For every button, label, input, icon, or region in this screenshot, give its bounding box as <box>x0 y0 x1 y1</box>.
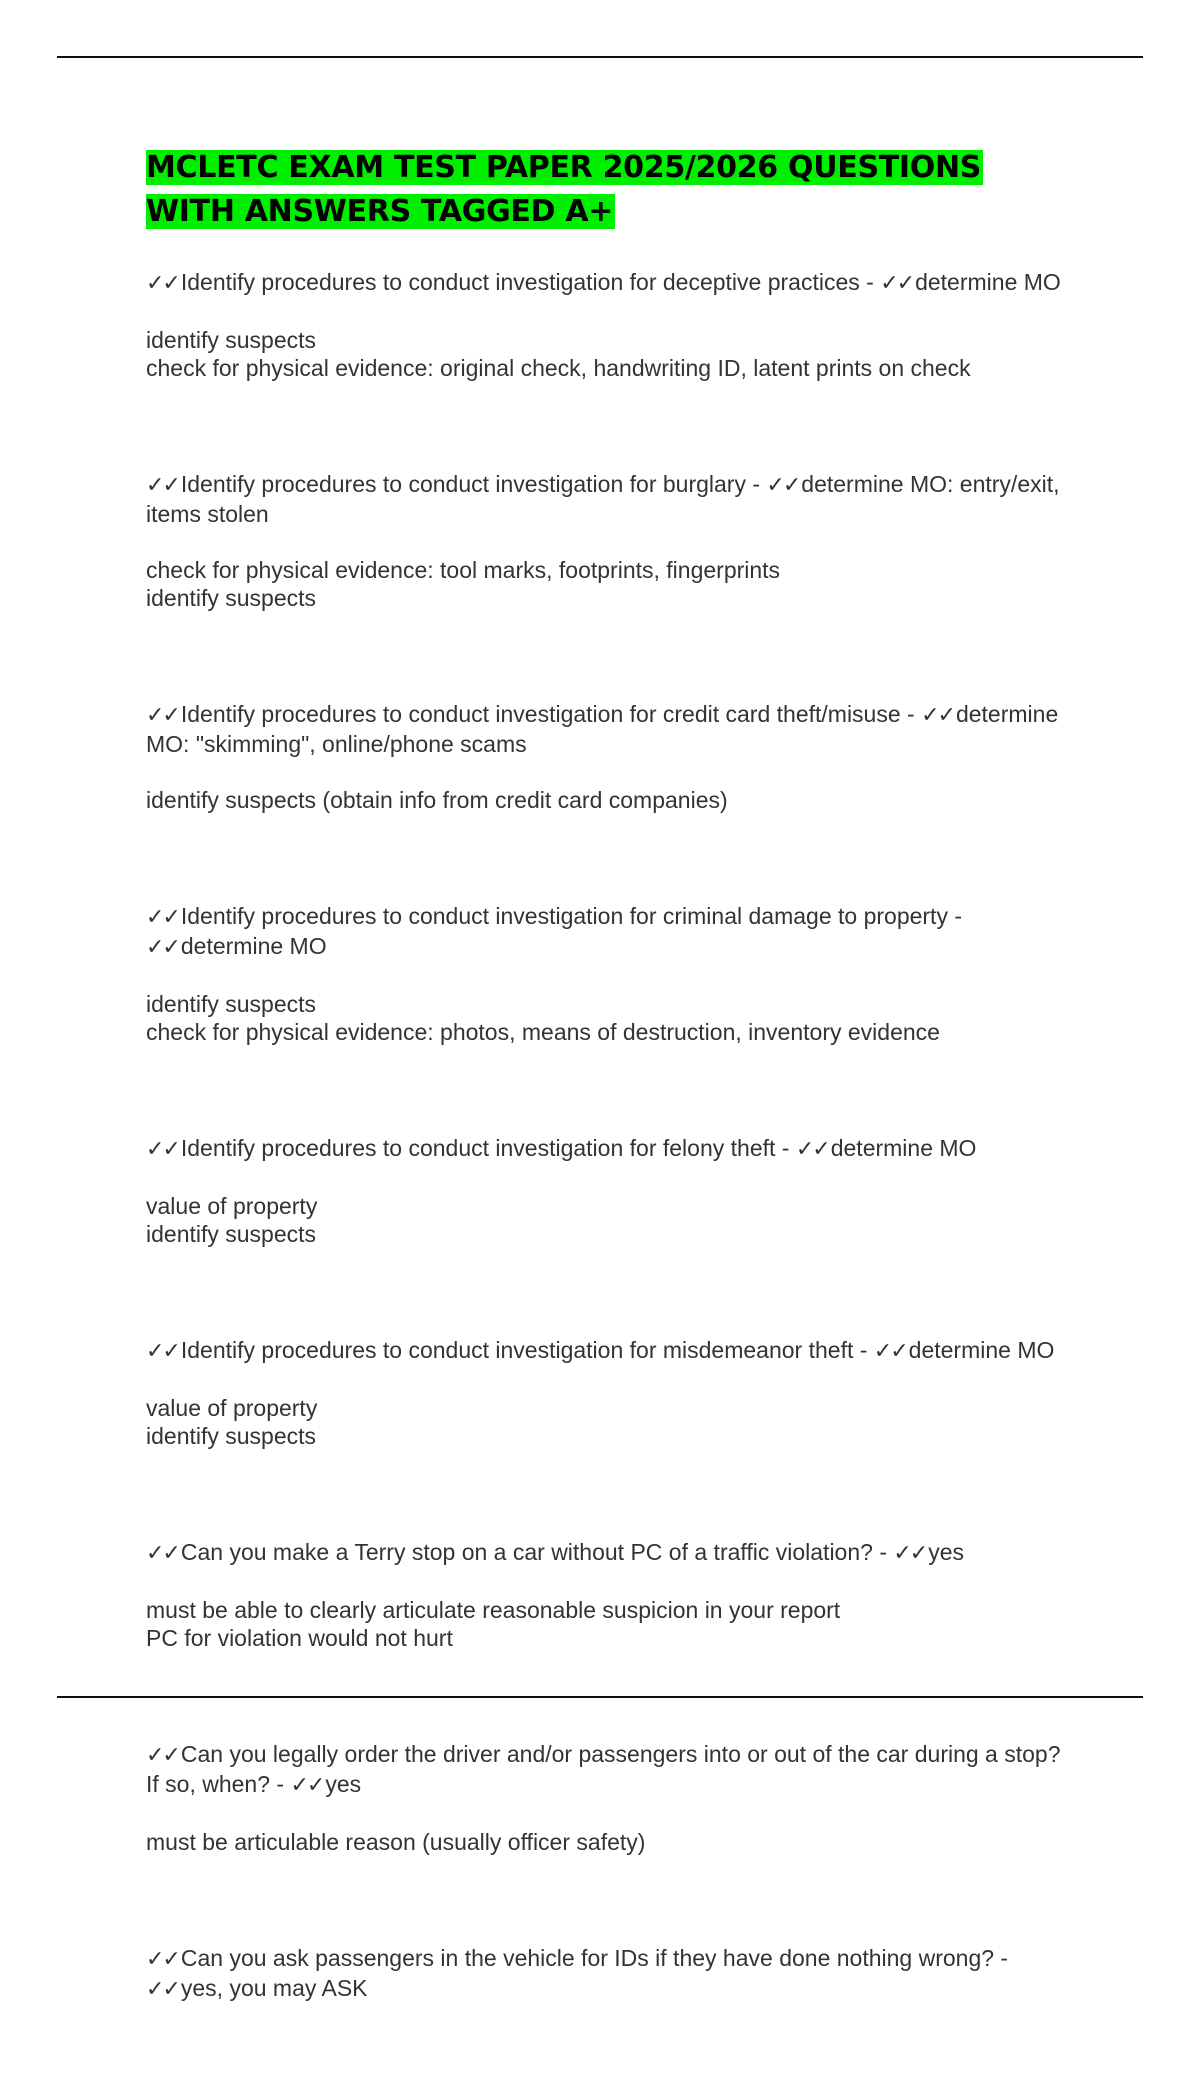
checkmark-icon: ✓✓ <box>766 473 800 498</box>
answer-details: check for physical evidence: tool marks, footprints, fingerprints identify suspects <box>146 557 781 611</box>
qa-item <box>146 1106 1076 1276</box>
answer-text: determine MO <box>180 933 327 959</box>
qa-item <box>146 1916 1076 2060</box>
question-text: Identify procedures to conduct investigation for criminal damage to property - <box>180 903 962 929</box>
answer-text: determine MO <box>915 269 1061 295</box>
answer-details: identify suspects check for physical evidence: original check, handwriting ID, latent prints on check <box>146 327 971 381</box>
checkmark-icon: ✓✓ <box>146 1947 179 1972</box>
qa-item <box>146 240 1076 410</box>
qa-item <box>146 1712 1076 1884</box>
checkmark-icon: ✓✓ <box>146 1541 179 1566</box>
answer-details: identify suspects check for physical evidence: photos, means of destruction, inventory evidence <box>146 991 940 1045</box>
qa-item <box>146 1308 1076 1478</box>
checkmark-icon: ✓✓ <box>146 1977 179 2002</box>
checkmark-icon: ✓✓ <box>146 935 179 960</box>
question-text: Identify procedures to conduct investigation for burglary - <box>180 471 767 497</box>
qa-question-line <box>146 1944 1076 2004</box>
qa-question-line <box>146 902 1076 962</box>
checkmark-icon: ✓✓ <box>873 1339 907 1364</box>
question-text: Identify procedures to conduct investigation for credit card theft/misuse - <box>180 701 922 727</box>
qa-question-line <box>146 1336 1076 1366</box>
qa-item <box>146 1510 1076 1680</box>
checkmark-icon: ✓✓ <box>146 473 179 498</box>
checkmark-icon: ✓✓ <box>146 1339 179 1364</box>
answer-text: yes <box>928 1539 965 1565</box>
answer-text: determine MO: "skimming", online/phone scams <box>146 701 1059 757</box>
answer-details: must be able to clearly articulate reasonable suspicion in your report PC for violation would not hurt <box>146 1597 841 1651</box>
question-text: Can you legally order the driver and/or passengers into or out of the car during a stop? If so, when? - <box>146 1741 1061 1797</box>
qa-question-line <box>146 1740 1076 1800</box>
question-text: Can you make a Terry stop on a car without PC of a traffic violation? - <box>180 1539 894 1565</box>
answer-text: yes <box>325 1771 362 1797</box>
checkmark-icon: ✓✓ <box>146 1137 179 1162</box>
question-text: Identify procedures to conduct investigation for felony theft - <box>180 1135 796 1161</box>
top-rule <box>57 56 1143 58</box>
checkmark-icon: ✓✓ <box>921 703 954 728</box>
question-text: Identify procedures to conduct investigation for misdemeanor theft - <box>180 1337 874 1363</box>
qa-item <box>146 442 1076 640</box>
checkmark-icon: ✓✓ <box>880 271 914 296</box>
checkmark-icon: ✓✓ <box>146 1743 179 1768</box>
question-text: Can you ask passengers in the vehicle for IDs if they have done nothing wrong? - <box>180 1945 1009 1971</box>
question-text: Identify procedures to conduct investigation for deceptive practices - <box>180 269 881 295</box>
answer-details: must be articulable reason (usually officer safety) <box>146 1829 646 1855</box>
answer-details: value of property identify suspects <box>146 1395 318 1449</box>
qa-list <box>146 240 1076 2060</box>
answer-text: determine MO <box>908 1337 1055 1363</box>
qa-item <box>146 874 1076 1074</box>
checkmark-icon: ✓✓ <box>795 1137 829 1162</box>
qa-question-line <box>146 1538 1076 1568</box>
qa-question-line <box>146 1134 1076 1164</box>
answer-text: yes, you may ASK <box>180 1975 368 2001</box>
checkmark-icon: ✓✓ <box>146 271 179 296</box>
checkmark-icon: ✓✓ <box>146 905 179 930</box>
document-title <box>146 146 1076 234</box>
answer-details: value of property identify suspects <box>146 1193 318 1247</box>
qa-question-line <box>146 700 1076 758</box>
document-body <box>146 146 1076 2092</box>
checkmark-icon: ✓✓ <box>146 703 179 728</box>
answer-text: determine MO <box>830 1135 977 1161</box>
checkmark-icon: ✓✓ <box>290 1773 324 1798</box>
answer-text: determine MO: entry/exit, items stolen <box>146 471 1060 527</box>
checkmark-icon: ✓✓ <box>893 1541 927 1566</box>
answer-details: identify suspects (obtain info from credit card companies) <box>146 787 728 813</box>
bottom-rule <box>57 1696 1143 1698</box>
qa-question-line <box>146 470 1076 528</box>
qa-item <box>146 672 1076 842</box>
title-highlight: MCLETC EXAM TEST PAPER 2025/2026 QUESTIONS WITH ANSWERS TAGGED A+ <box>146 150 982 229</box>
qa-question-line <box>146 268 1076 298</box>
